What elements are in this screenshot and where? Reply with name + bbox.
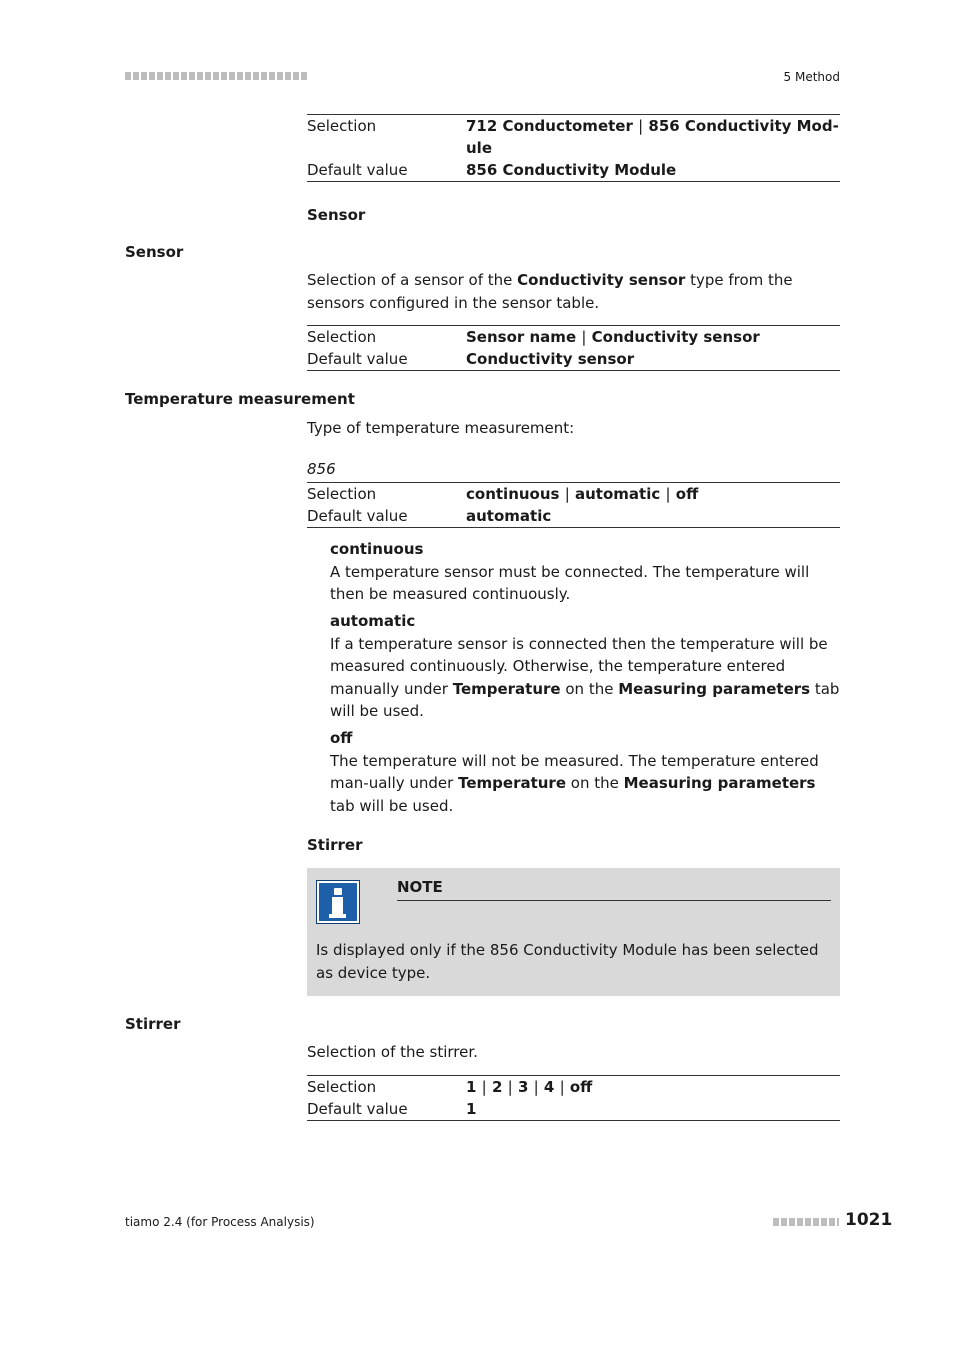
device-type-table	[307, 114, 840, 182]
sensor-table	[307, 325, 840, 371]
default-value: automatic	[466, 507, 552, 525]
sensor-heading: Sensor	[125, 243, 184, 261]
selection-label: Selection	[307, 485, 377, 503]
separator: |	[481, 1078, 487, 1096]
term: automatic	[330, 612, 416, 630]
default-value: Conductivity sensor	[466, 350, 635, 368]
option: off	[675, 485, 699, 503]
note-box	[307, 868, 840, 996]
definition-automatic	[330, 610, 840, 723]
text: If a temperature sensor is connected then the temperature will be measured continuously. Otherwise, the temperature entered manually under	[330, 634, 828, 698]
text: on the	[560, 679, 619, 698]
separator: |	[559, 1078, 565, 1096]
selection-label: Selection	[307, 1078, 377, 1096]
stirrer-heading: Stirrer	[125, 1015, 181, 1033]
device-note: 856	[307, 460, 336, 478]
definition-text: A temperature sensor must be connected. The temperature will then be measured continuously.	[330, 562, 810, 603]
selection-label: Selection	[307, 328, 377, 346]
term: continuous	[330, 540, 424, 558]
selection-value	[466, 1076, 840, 1098]
option: 2	[491, 1078, 503, 1096]
default-value: 856 Conductivity Module	[466, 161, 677, 179]
option: 1	[466, 1078, 477, 1096]
selection-value	[466, 326, 840, 348]
option-856: 856 Conductivity Mod-	[648, 117, 839, 135]
separator: |	[507, 1078, 513, 1096]
option: off	[569, 1078, 593, 1096]
option: 4	[543, 1078, 555, 1096]
separator: |	[638, 117, 644, 135]
text: The temperature will not be measured. The temperature entered man-ually under	[330, 751, 819, 792]
sensor-description	[307, 269, 840, 315]
info-icon	[316, 880, 360, 924]
footer-product: tiamo 2.4 (for Process Analysis)	[125, 1215, 315, 1229]
default-label: Default value	[307, 507, 408, 525]
selection-value	[466, 483, 840, 505]
stirrer-table	[307, 1075, 840, 1121]
default-label: Default value	[307, 350, 408, 368]
definition-text	[330, 750, 840, 818]
text: Selection of a sensor of the	[307, 271, 518, 289]
option: continuous	[466, 485, 560, 503]
separator: |	[581, 328, 587, 346]
text: tab will be used.	[330, 679, 840, 720]
term: off	[330, 729, 353, 747]
default-label: Default value	[307, 161, 408, 179]
note-text: Is displayed only if the 856 Conductivity Module has been selected as device type.	[316, 941, 819, 982]
text: tab will be used.	[330, 796, 454, 815]
separator: |	[665, 485, 671, 503]
selection-value	[466, 115, 840, 159]
text: on the	[566, 774, 624, 792]
bold-text: Temperature	[452, 679, 561, 698]
separator: |	[564, 485, 570, 503]
default-label: Default value	[307, 1100, 408, 1118]
temperature-table	[307, 482, 840, 528]
sensor-subheading: Sensor	[307, 206, 366, 224]
definition-continuous	[330, 538, 840, 606]
bold-text: Measuring parameters	[623, 774, 816, 792]
header-decoration	[125, 72, 307, 80]
selection-label: Selection	[307, 117, 377, 135]
option: 3	[517, 1078, 529, 1096]
stirrer-subheading: Stirrer	[307, 836, 363, 854]
option: Conductivity sensor	[591, 328, 760, 346]
header-section-title: 5 Method	[783, 70, 840, 84]
note-title: NOTE	[397, 878, 831, 901]
bold-text: Conductivity sensor	[517, 271, 686, 289]
temperature-description: Type of temperature measurement:	[307, 419, 575, 437]
bold-text: Temperature	[458, 774, 567, 792]
text: type from the sensors configured in the sensor table.	[307, 271, 793, 312]
definition-off	[330, 727, 840, 817]
definition-text	[330, 633, 840, 723]
bold-text: Measuring parameters	[618, 679, 811, 698]
option-712: 712 Conductometer	[466, 117, 633, 135]
footer-decoration	[773, 1218, 839, 1226]
stirrer-description: Selection of the stirrer.	[307, 1043, 478, 1061]
option: Sensor name	[466, 328, 577, 346]
page-number: 1021	[845, 1210, 893, 1230]
temperature-heading: Temperature measurement	[125, 390, 355, 408]
separator: |	[533, 1078, 539, 1096]
default-value: 1	[466, 1100, 477, 1118]
option: automatic	[575, 485, 661, 503]
option-856-cont: ule	[466, 139, 492, 157]
